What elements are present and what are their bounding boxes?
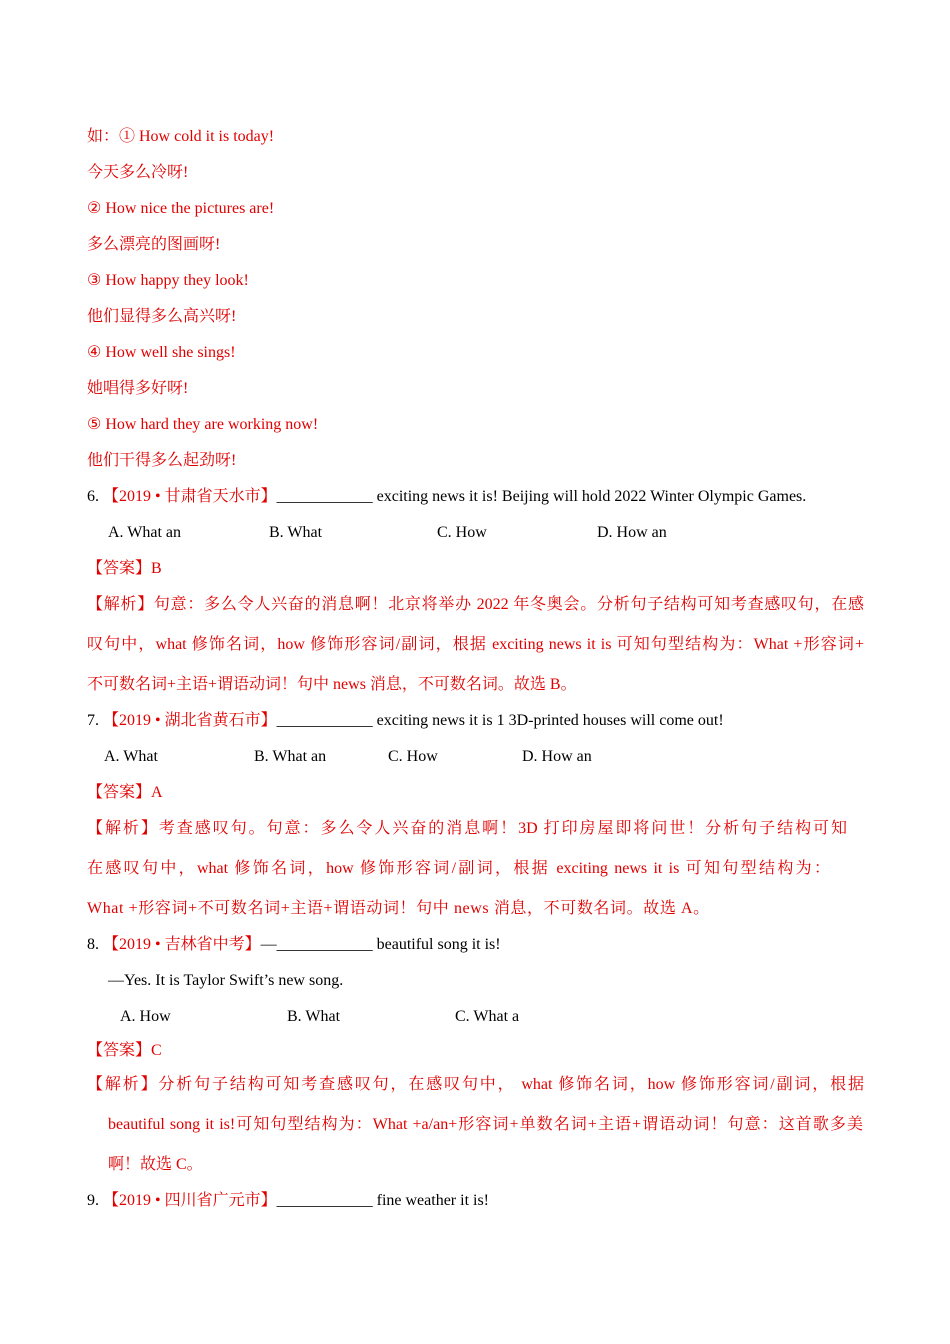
option-b: B. What (269, 524, 323, 541)
dialogue-reply: —Yes. It is Taylor Swift’s new song. (108, 972, 344, 989)
question-stem (87, 1191, 489, 1211)
example-line: ④ How well she sings! (87, 344, 236, 361)
question-source: 【2019 • 四川省广元市】 (103, 1192, 277, 1209)
analysis-line: beautiful song it is!可知句型结构为：What +a/an+形容词+单数名词+主语+谓语动词！句意：这首歌多美 (108, 1116, 863, 1133)
question-source: 【2019 • 吉林省中考】 (103, 936, 261, 953)
option-a: A. What (104, 748, 158, 765)
question-number: 8. (87, 936, 99, 953)
question-text: —____________ beautiful song it is! (260, 936, 501, 953)
option-a: A. How (120, 1008, 171, 1025)
question-text: ____________ exciting news it is 1 3D-printed houses will come out! (276, 712, 724, 729)
question-text: ____________ fine weather it is! (276, 1192, 490, 1209)
option-c: C. How (388, 748, 438, 765)
option-b: B. What an (254, 748, 327, 765)
question-source: 【2019 • 湖北省黄石市】 (103, 712, 277, 729)
analysis-line: What +形容词+不可数名词+主语+谓语动词！句中 news 消息，不可数名词。故选 A。 (87, 900, 710, 917)
answer-line: 【答案】C (87, 1042, 162, 1059)
analysis-line: 在感叹句中，what 修饰名词，how 修饰形容词/副词，根据 exciting news it is 可知句型结构为： (87, 860, 830, 877)
analysis-line: 【解析】考查感叹句。句意：多么令人兴奋的消息啊！3D 打印房屋即将问世！分析句子结构可知 (87, 820, 847, 837)
question-source: 【2019 • 甘肃省天水市】 (103, 488, 277, 505)
option-c: C. How (437, 524, 487, 541)
analysis-line: 啊！故选 C。 (108, 1156, 203, 1173)
option-a: A. What an (108, 524, 182, 541)
option-d: D. How an (522, 748, 592, 765)
example-line: ③ How happy they look! (87, 272, 249, 289)
answer-line: 【答案】A (87, 784, 163, 801)
question-number: 7. (87, 712, 99, 729)
analysis-line: 叹句中，what 修饰名词，how 修饰形容词/副词，根据 exciting news it is 可知句型结构为：What +形容词+ (87, 636, 864, 653)
analysis-line: 【解析】分析句子结构可知考查感叹句，在感叹句中， what 修饰名词，how 修饰形容词/副词，根据 (87, 1076, 864, 1093)
example-line: 他们显得多么高兴呀! (87, 308, 237, 325)
analysis-line: 不可数名词+主语+谓语动词！句中 news 消息，不可数名词。故选 B。 (87, 676, 577, 693)
option-d: D. How an (597, 524, 667, 541)
option-b: B. What (287, 1008, 341, 1025)
example-line: 如：① How cold it is today! (87, 128, 275, 145)
question-number: 6. (87, 488, 99, 505)
question-stem (87, 487, 806, 507)
question-text: ____________ exciting news it is! Beijing will hold 2022 Winter Olympic Games. (276, 488, 807, 505)
question-stem (87, 711, 724, 731)
question-stem (87, 935, 501, 955)
option-c: C. What a (455, 1008, 520, 1025)
example-line: 他们干得多么起劲呀! (87, 452, 237, 469)
analysis-line: 【解析】句意：多么令人兴奋的消息啊！北京将举办 2022 年冬奥会。分析句子结构可知考查感叹句，在感 (87, 596, 864, 613)
example-line: 今天多么冷呀! (87, 164, 189, 181)
example-line: 她唱得多好呀! (87, 380, 189, 397)
example-line: 多么漂亮的图画呀! (87, 236, 221, 253)
example-line: ② How nice the pictures are! (87, 200, 275, 217)
answer-line: 【答案】B (87, 560, 162, 577)
question-number: 9. (87, 1192, 99, 1209)
example-line: ⑤ How hard they are working now! (87, 416, 319, 433)
